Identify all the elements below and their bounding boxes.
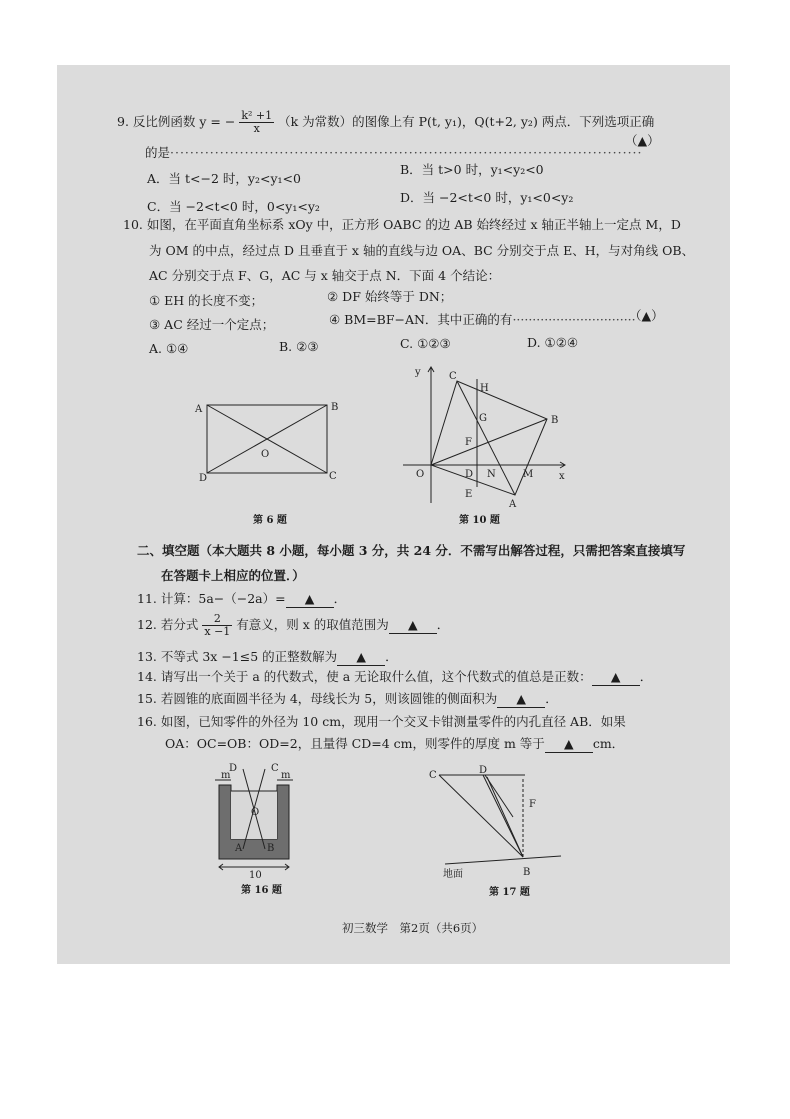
q9-frac-num: k² +1: [241, 109, 273, 122]
q10-mark: （▲）: [629, 308, 664, 323]
q13-number: 13.: [137, 649, 157, 664]
q13: 13. 不等式 3x −1≤5 的正整数解为 ▲ ．: [137, 649, 398, 664]
q12: 12. 若分式 $\frac{2}{x -1}$ 有意义，则 x 的取值范围为 ▲ ．: [137, 612, 450, 638]
section2-header: 二、填空题（本大题共 8 小题，每小题 3 分，共 24 分．不需写出解答过程，只需把答案直接填写: [137, 543, 686, 558]
section2-header-line2: 在答题卡上相应的位置．）: [161, 568, 305, 583]
q10-conclusion-4: ④ BM=BF−AN．其中正确的有: [329, 312, 513, 327]
q12-fraction: [202, 613, 232, 638]
figure-6: [187, 395, 347, 485]
fig6-label-a: A: [195, 404, 203, 415]
q15-text: 若圆锥的底面圆半径为 4，母线长为 5，则该圆锥的侧面积为: [160, 691, 498, 706]
exam-page: [57, 65, 730, 964]
q9-frac-den: x: [253, 122, 260, 135]
q12-number: 12.: [137, 617, 157, 632]
fig10-label-o: O: [416, 469, 425, 480]
fig16-label-10: 10: [249, 870, 262, 881]
fig10-label-y: y: [415, 367, 421, 378]
q9-option-c: C．当 −2<t<0 时，0<y₁<y₂: [147, 199, 320, 214]
fig16-caption: 第 16 题: [241, 885, 282, 896]
q10-line1: [123, 217, 681, 233]
fig17-label-f: F: [529, 799, 536, 810]
q10-conclusion-4-line: ④ BM=BF−AN．其中正确的有·······························: [329, 312, 636, 327]
q10-conclusion-1: ① EH 的长度不变；: [149, 293, 264, 308]
fig16-label-m-right: m: [281, 770, 291, 781]
fig10-label-e: E: [465, 489, 473, 500]
fig6-caption: 第 6 题: [253, 515, 287, 526]
q16-answer-blank[interactable]: ▲: [545, 736, 593, 753]
fig17-label-b: B: [523, 867, 531, 878]
figure-17: [425, 765, 565, 881]
q16-line1: [137, 714, 626, 730]
fig6-label-c: C: [329, 471, 337, 482]
q14: 14. 请写出一个关于 a 的代数式，使 a 无论取什么值，这个代数式的值总是正数： ▲ ．: [137, 669, 653, 684]
fig17-caption: 第 17 题: [489, 887, 530, 898]
fig16-label-o: O: [251, 807, 260, 818]
fig17-label-ground: 地面: [443, 869, 463, 880]
q13-text: 不等式 3x −1≤5 的正整数解为: [160, 649, 338, 664]
q11-number: 11.: [137, 591, 157, 606]
q10-line2: 为 OM 的中点，经过点 D 且垂直于 x 轴的直线与边 OA、BC 分别交于点 E、H，与对角线 OB、: [149, 243, 695, 258]
q9-option-d: D．当 −2<t<0 时，y₁<0<y₂: [400, 190, 574, 205]
q16-line2: [165, 736, 624, 753]
fig10-caption: 第 10 题: [459, 515, 500, 526]
q9-stem-c: 的是: [145, 145, 171, 160]
fig16-label-b: B: [267, 843, 275, 854]
q16-text1: 如图，已知零件的外径为 10 cm，现用一个交叉卡钳测量零件的内孔直径 AB．如果: [160, 714, 626, 729]
q14-number: 14.: [137, 669, 157, 684]
q11: 11. 计算：5a−（−2a）= ▲ ．: [137, 591, 347, 606]
fig17-label-c: C: [429, 770, 437, 781]
q15: 15. 若圆锥的底面圆半径为 4，母线长为 5，则该圆锥的侧面积为 ▲ ．: [137, 691, 558, 706]
q10-option-a: A. ①④: [149, 341, 189, 356]
q12-answer-blank[interactable]: ▲: [389, 617, 437, 634]
fig10-label-a: A: [509, 499, 517, 510]
q14-text: 请写出一个关于 a 的代数式，使 a 无论取什么值，这个代数式的值总是正数：: [160, 669, 592, 684]
fig6-label-o: O: [261, 449, 270, 460]
q10-option-d: D. ①②④: [527, 335, 579, 350]
figure-10: [395, 363, 575, 511]
fig16-label-d: D: [229, 763, 238, 774]
q9-stem-c-line: 的是·······························································································: [145, 145, 643, 160]
q13-answer-blank[interactable]: ▲: [337, 649, 385, 666]
q10-conclusion-3: ③ AC 经过一个定点；: [149, 317, 275, 332]
q10-text1: 如图，在平面直角坐标系 xOy 中，正方形 OABC 的边 AB 始终经过 x 轴正半轴上一定点 M，D: [146, 217, 681, 232]
fig6-label-d: D: [199, 473, 208, 484]
q9-stem-b: （k 为常数）的图像上有 P(t, y₁)，Q(t+2, y₂) 两点．下列选项正确: [278, 114, 655, 129]
fig16-label-a: A: [235, 843, 243, 854]
q11-text: 计算：5a−（−2a）=: [160, 591, 286, 606]
q10-option-b: B. ②③: [279, 339, 319, 354]
fig6-label-b: B: [331, 402, 339, 413]
page-footer: 初三数学 第2页（共6页）: [342, 921, 484, 935]
q16-text2: OA：OC=OB：OD=2，且量得 CD=4 cm，则零件的厚度 m 等于: [165, 736, 545, 751]
q10-number: 10.: [123, 217, 143, 232]
fig10-label-x: x: [559, 471, 565, 482]
q9-stem: [117, 110, 654, 135]
q11-answer-blank[interactable]: ▲: [286, 591, 334, 608]
q16-unit: cm．: [592, 736, 625, 751]
q9-fraction: [239, 110, 274, 135]
q9-mark: （▲）: [625, 133, 660, 148]
q10-conclusion-2: ② DF 始终等于 DN；: [327, 289, 453, 304]
fig10-label-g: G: [479, 413, 487, 424]
q9-stem-a: 反比例函数 y = −: [132, 114, 236, 129]
fig10-label-f: F: [465, 437, 472, 448]
q14-answer-blank[interactable]: ▲: [592, 669, 640, 686]
q12-pre: 若分式: [160, 617, 199, 632]
fig17-label-d: D: [479, 765, 488, 776]
q16-number: 16.: [137, 714, 157, 729]
q9-number: 9.: [117, 114, 129, 129]
q12-frac-num: 2: [202, 613, 232, 626]
q12-frac-den: x −1: [204, 625, 231, 638]
fig16-label-c: C: [271, 763, 279, 774]
fig10-label-d: D: [465, 469, 474, 480]
q9-option-a: A．当 t<−2 时，y₂<y₁<0: [147, 171, 301, 186]
fig10-label-b: B: [551, 415, 559, 426]
q10-option-c: C. ①②③: [400, 336, 451, 351]
fig10-label-c: C: [449, 371, 457, 382]
q15-number: 15.: [137, 691, 157, 706]
fig10-label-m: M: [523, 469, 534, 480]
figure-16: [213, 763, 313, 881]
q10-line3: AC 分别交于点 F、G，AC 与 x 轴交于点 N．下面 4 个结论：: [149, 268, 501, 283]
fig10-label-h: H: [480, 383, 489, 394]
q15-answer-blank[interactable]: ▲: [497, 691, 545, 708]
fig16-label-m-left: m: [221, 770, 231, 781]
q9-option-b: B．当 t>0 时，y₁<y₂<0: [400, 162, 544, 177]
q12-post: 有意义，则 x 的取值范围为: [236, 617, 389, 632]
fig10-label-n: N: [487, 469, 496, 480]
